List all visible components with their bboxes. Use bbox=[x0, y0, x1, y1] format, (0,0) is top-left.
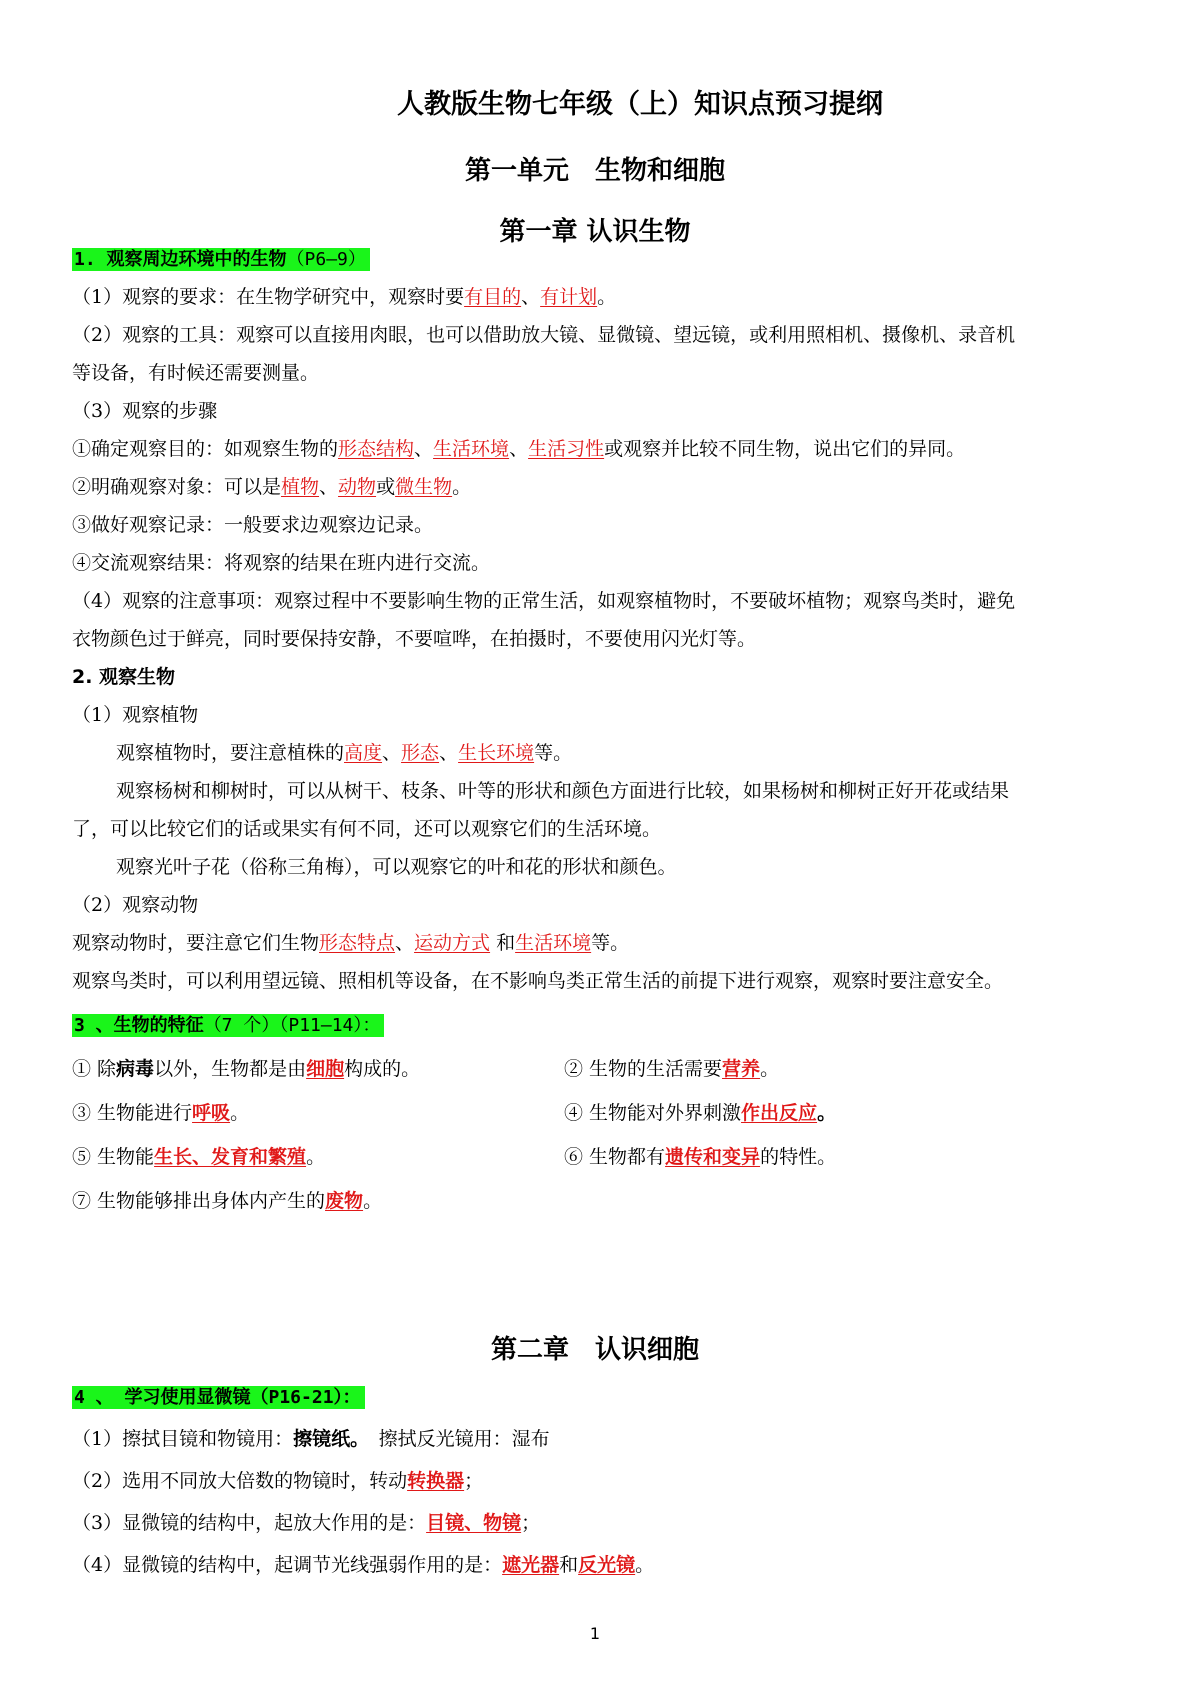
unit-title: 第一单元 生物和细胞 bbox=[464, 156, 725, 186]
answer: 动物 bbox=[338, 476, 377, 498]
s1-tools-line-cont: 等设备，有时候还需要测量。 bbox=[72, 362, 320, 384]
answer: 遮光器 bbox=[502, 1554, 560, 1576]
s1-requirement-line: （1）观察的要求：在生物学研究中，观察时要有目的、有计划。 bbox=[72, 286, 617, 308]
section-4-heading: 4 、 学习使用显微镜（P16-21）： bbox=[72, 1385, 1130, 1410]
answer: 生活环境 bbox=[515, 932, 592, 954]
answer: 植物 bbox=[281, 476, 320, 498]
s2-trees-line: 观察杨树和柳树时，可以从树干、枝条、叶等的形状和颜色方面进行比较，如果杨树和柳树正好开花或结果 bbox=[116, 780, 1010, 802]
s1-tools-line: （2）观察的工具：观察可以直接用肉眼，也可以借助放大镜、显微镜、望远镜，或利用照相机、摄像机、录音机 bbox=[72, 324, 1016, 346]
s2-plants-line: 观察植物时，要注意植株的高度、形态、生长环境等。 bbox=[116, 742, 573, 764]
answer: 遗传和变异 bbox=[665, 1146, 761, 1168]
section-1-heading: 1. 观察周边环境中的生物（P6—9） bbox=[72, 247, 1130, 272]
s1-notes-line: （4）观察的注意事项：观察过程中不要影响生物的正常生活，如观察植物时，不要破坏植物；观察鸟类时，避免 bbox=[72, 590, 1016, 612]
s4-magnify-line: （3）显微镜的结构中，起放大作用的是：目镜、物镜； bbox=[72, 1512, 541, 1534]
answer: 形态结构 bbox=[338, 438, 415, 460]
s4-light-line: （4）显微镜的结构中，起调节光线强弱作用的是：遮光器和反光镜。 bbox=[72, 1554, 655, 1576]
answer: 目镜、物镜 bbox=[426, 1512, 522, 1534]
answer: 运动方式 bbox=[414, 932, 491, 954]
s2-animals-heading: （2）观察动物 bbox=[72, 894, 199, 916]
answer: 作出反应 bbox=[741, 1102, 818, 1124]
answer: 形态特点 bbox=[319, 932, 396, 954]
section-2-heading: 2. 观察生物 bbox=[72, 666, 176, 688]
s1-step-4: ④交流观察结果：将观察的结果在班内进行交流。 bbox=[72, 552, 491, 574]
s1-notes-line-cont: 衣物颜色过于鲜亮，同时要保持安静，不要喧哗，在拍摄时，不要使用闪光灯等。 bbox=[72, 628, 757, 650]
answer: 有目的 bbox=[464, 286, 522, 308]
answer: 有计划 bbox=[540, 286, 598, 308]
answer: 营养 bbox=[722, 1058, 761, 1080]
chapter-2-title: 第二章 认识细胞 bbox=[490, 1335, 699, 1365]
s4-cleaning-line: （1）擦拭目镜和物镜用：擦镜纸。 擦拭反光镜用：湿布 bbox=[72, 1428, 550, 1450]
s2-animals-line: 观察动物时，要注意它们生物形态特点、运动方式 和生活环境等。 bbox=[72, 932, 630, 954]
s3-feature-row-4: ⑦ 生物能够排出身体内产生的废物。 bbox=[72, 1190, 383, 1212]
answer: 生活环境 bbox=[433, 438, 510, 460]
answer: 高度 bbox=[344, 742, 383, 764]
s4-nosepiece-line: （2）选用不同放大倍数的物镜时，转动转换器； bbox=[72, 1470, 484, 1492]
answer: 反光镜 bbox=[578, 1554, 636, 1576]
s2-trees-line-cont: 了，可以比较它们的话或果实有何不同，还可以观察它们的生活环境。 bbox=[72, 818, 662, 840]
s2-birds-line: 观察鸟类时，可以利用望远镜、照相机等设备，在不影响鸟类正常生活的前提下进行观察，观察时要注意安全。 bbox=[72, 970, 1004, 992]
answer: 废物 bbox=[325, 1190, 364, 1212]
s3-feature-row-1: ① 除病毒以外，生物都是由细胞构成的。 ② 生物的生活需要营养。 bbox=[72, 1058, 780, 1080]
s2-plants-heading: （1）观察植物 bbox=[72, 704, 199, 726]
page-number: 1 bbox=[589, 1624, 601, 1643]
answer: 生长、发育和繁殖 bbox=[154, 1146, 307, 1168]
section-3-heading: 3 、生物的特征（7 个）（P11—14）： bbox=[72, 1013, 1130, 1038]
chapter-1-title: 第一章 认识生物 bbox=[499, 217, 691, 247]
answer: 微生物 bbox=[395, 476, 453, 498]
answer: 生活习性 bbox=[528, 438, 605, 460]
answer: 呼吸 bbox=[192, 1102, 231, 1124]
s3-feature-row-3: ⑤ 生物能生长、发育和繁殖。 ⑥ 生物都有遗传和变异的特性。 bbox=[72, 1146, 837, 1168]
answer: 转换器 bbox=[407, 1470, 465, 1492]
s1-steps-line: （3）观察的步骤 bbox=[72, 400, 218, 422]
s1-step-2: ②明确观察对象：可以是植物、动物或微生物。 bbox=[72, 476, 472, 498]
s2-bougainvillea-line: 观察光叶子花（俗称三角梅），可以观察它的叶和花的形状和颜色。 bbox=[116, 856, 677, 878]
answer: 形态 bbox=[401, 742, 440, 764]
answer: 生长环境 bbox=[458, 742, 535, 764]
s1-step-3: ③做好观察记录：一般要求边观察边记录。 bbox=[72, 514, 434, 536]
s3-feature-row-2: ③ 生物能进行呼吸。 ④ 生物能对外界刺激作出反应。 bbox=[72, 1102, 837, 1124]
document-title: 人教版生物七年级（上）知识点预习提纲 bbox=[397, 89, 883, 120]
s1-step-1: ①确定观察目的：如观察生物的形态结构、生活环境、生活习性或观察并比较不同生物，说出它们的异同。 bbox=[72, 438, 966, 460]
answer: 细胞 bbox=[306, 1058, 345, 1080]
